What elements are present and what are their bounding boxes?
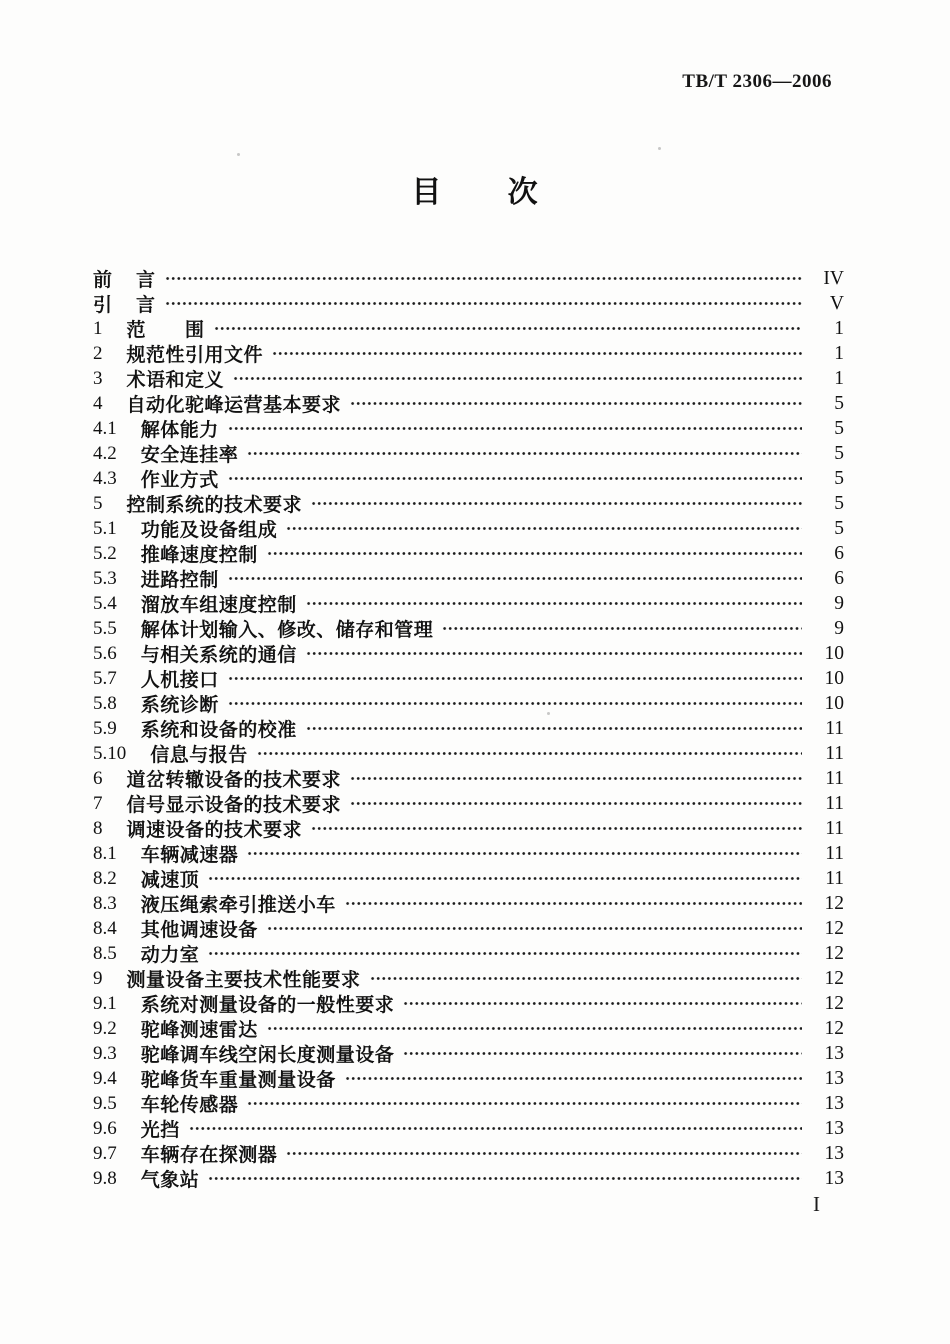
- dot-leader: [247, 841, 802, 866]
- toc-entry-page: 5: [834, 392, 844, 414]
- toc-entry-page: 1: [834, 317, 844, 339]
- toc-entry-number: 9.4: [93, 1067, 117, 1089]
- toc-entry-page: 11: [825, 717, 844, 739]
- toc-list: [93, 266, 844, 1191]
- toc-entry-number: 6: [93, 767, 103, 789]
- dot-leader: [306, 641, 802, 666]
- toc-entry-label: 范 围: [126, 320, 205, 341]
- toc-entry-label: 言: [136, 295, 156, 316]
- toc-entry: [93, 716, 844, 741]
- toc-entry-label: 减速顶: [140, 870, 200, 891]
- toc-entry-number: 8.2: [93, 867, 117, 889]
- toc-entry: [93, 1016, 844, 1041]
- toc-entry-number: 4: [93, 392, 103, 414]
- toc-entry-number: 8.4: [93, 917, 117, 939]
- toc-entry-number: 5.2: [93, 542, 117, 564]
- dot-leader: [247, 441, 802, 466]
- toc-entry: [93, 1066, 844, 1091]
- toc-entry-label: 系统诊断: [140, 695, 219, 716]
- toc-entry-page: 10: [824, 692, 844, 714]
- toc-entry-page: 5: [834, 417, 844, 439]
- toc-entry: [93, 541, 844, 566]
- toc-entry-number: 9.2: [93, 1017, 117, 1039]
- toc-entry: [93, 341, 844, 366]
- toc-entry: [93, 916, 844, 941]
- toc-entry-page: 12: [824, 917, 844, 939]
- toc-entry-label: 信号显示设备的技术要求: [126, 795, 342, 816]
- toc-entry: [93, 791, 844, 816]
- dot-leader: [442, 616, 802, 641]
- doc-number: TB/T 2306—2006: [682, 71, 832, 92]
- toc-entry-label: 言: [136, 270, 156, 291]
- dot-leader: [370, 966, 802, 991]
- toc-entry-page: 13: [824, 1167, 844, 1189]
- dot-leader: [286, 516, 802, 541]
- toc-entry-number: 3: [93, 367, 103, 389]
- dot-leader: [165, 291, 802, 316]
- scan-speckle: [237, 153, 240, 156]
- toc-entry-page: 6: [834, 542, 844, 564]
- toc-entry-page: 12: [824, 1017, 844, 1039]
- toc-entry: [93, 491, 844, 516]
- dot-leader: [228, 416, 802, 441]
- toc-entry-page: 11: [825, 742, 844, 764]
- toc-entry: [93, 441, 844, 466]
- toc-entry-page: 12: [824, 942, 844, 964]
- toc-entry-label: 驼峰货车重量测量设备: [140, 1070, 336, 1091]
- dot-leader: [267, 916, 802, 941]
- toc-entry-page: 13: [824, 1067, 844, 1089]
- toc-entry: [93, 566, 844, 591]
- toc-entry-number: 4.2: [93, 442, 117, 464]
- toc-entry-label: 液压绳索牵引推送小车: [140, 895, 336, 916]
- dot-leader: [208, 1166, 802, 1191]
- toc-entry: [93, 466, 844, 491]
- toc-entry-number: 5.5: [93, 617, 117, 639]
- toc-entry: [93, 1141, 844, 1166]
- dot-leader: [267, 1016, 802, 1041]
- toc-entry-label: 测量设备主要技术性能要求: [126, 970, 361, 991]
- dot-leader: [306, 591, 802, 616]
- toc-entry: [93, 616, 844, 641]
- toc-entry: [93, 291, 844, 316]
- toc-entry: [93, 391, 844, 416]
- dot-leader: [350, 791, 802, 816]
- dot-leader: [228, 666, 802, 691]
- toc-entry: [93, 891, 844, 916]
- toc-entry-number: 4.3: [93, 467, 117, 489]
- toc-entry-label: 与相关系统的通信: [140, 645, 297, 666]
- toc-entry-label: 光挡: [140, 1120, 180, 1141]
- dot-leader: [228, 466, 802, 491]
- toc-entry: [93, 316, 844, 341]
- toc-entry-label: 其他调速设备: [140, 920, 258, 941]
- toc-entry-page: 1: [834, 367, 844, 389]
- toc-entry-label: 控制系统的技术要求: [126, 495, 303, 516]
- toc-entry-number: 5: [93, 492, 103, 514]
- dot-leader: [345, 1066, 802, 1091]
- toc-entry: [93, 766, 844, 791]
- toc-entry-label: 解体能力: [140, 420, 219, 441]
- toc-entry-number: 9.7: [93, 1142, 117, 1164]
- dot-leader: [345, 891, 802, 916]
- toc-entry: [93, 641, 844, 666]
- page-title: 目 次: [411, 176, 539, 209]
- toc-entry-page: 11: [825, 867, 844, 889]
- toc-entry-page: 11: [825, 792, 844, 814]
- toc-entry-page: 12: [824, 967, 844, 989]
- dot-leader: [311, 816, 802, 841]
- toc-entry-page: 13: [824, 1042, 844, 1064]
- scan-speckle: [547, 712, 550, 715]
- dot-leader: [208, 941, 802, 966]
- toc-entry-number: 8.1: [93, 842, 117, 864]
- toc-entry-page: 9: [834, 592, 844, 614]
- toc-entry-page: 13: [824, 1117, 844, 1139]
- toc-entry-label: 动力室: [140, 945, 200, 966]
- toc-entry: [93, 666, 844, 691]
- toc-entry-page: 13: [824, 1142, 844, 1164]
- toc-entry-page: 11: [825, 842, 844, 864]
- toc-entry: [93, 841, 844, 866]
- toc-entry-page: 5: [834, 442, 844, 464]
- toc-entry-page: 6: [834, 567, 844, 589]
- toc-entry-page: IV: [823, 267, 844, 289]
- toc-entry: [93, 741, 844, 766]
- toc-entry: [93, 416, 844, 441]
- dot-leader: [272, 341, 802, 366]
- toc-entry-page: 5: [834, 467, 844, 489]
- dot-leader: [403, 1041, 802, 1066]
- toc-entry-label: 系统对测量设备的一般性要求: [140, 995, 395, 1016]
- toc-entry: [93, 366, 844, 391]
- dot-leader: [165, 266, 802, 291]
- toc-entry: [93, 816, 844, 841]
- toc-entry-label: 车辆存在探测器: [140, 1145, 278, 1166]
- toc-entry-page: 13: [824, 1092, 844, 1114]
- toc-entry: [93, 941, 844, 966]
- toc-entry: [93, 966, 844, 991]
- dot-leader: [286, 1141, 802, 1166]
- toc-entry-number: 9.8: [93, 1167, 117, 1189]
- toc-entry-page: 10: [824, 642, 844, 664]
- toc-entry-label: 规范性引用文件: [126, 345, 264, 366]
- dot-leader: [257, 741, 802, 766]
- toc-entry-page: 5: [834, 517, 844, 539]
- toc-entry-number: 5.1: [93, 517, 117, 539]
- toc-entry-page: 11: [825, 767, 844, 789]
- toc-entry-number: 前: [93, 270, 113, 291]
- toc-entry-label: 功能及设备组成: [140, 520, 278, 541]
- toc-entry: [93, 591, 844, 616]
- toc-entry-page: 5: [834, 492, 844, 514]
- toc-entry: [93, 516, 844, 541]
- toc-entry: [93, 1041, 844, 1066]
- toc-entry-number: 7: [93, 792, 103, 814]
- dot-leader: [350, 391, 802, 416]
- dot-leader: [228, 566, 802, 591]
- toc-entry-number: 9.3: [93, 1042, 117, 1064]
- toc-entry: [93, 1116, 844, 1141]
- toc-entry: [93, 691, 844, 716]
- dot-leader: [214, 316, 802, 341]
- toc-entry: [93, 1091, 844, 1116]
- toc-entry-number: 9.1: [93, 992, 117, 1014]
- dot-leader: [306, 716, 802, 741]
- toc-entry-label: 溜放车组速度控制: [140, 595, 297, 616]
- toc-entry-number: 9: [93, 967, 103, 989]
- toc-entry-page: 12: [824, 992, 844, 1014]
- toc-entry-number: 2: [93, 342, 103, 364]
- dot-leader: [228, 691, 802, 716]
- dot-leader: [208, 866, 802, 891]
- toc-entry-number: 1: [93, 317, 103, 339]
- toc-entry-label: 车辆减速器: [140, 845, 239, 866]
- dot-leader: [233, 366, 802, 391]
- toc-entry: [93, 991, 844, 1016]
- toc-entry: [93, 866, 844, 891]
- toc-entry-label: 车轮传感器: [140, 1095, 239, 1116]
- toc-entry: [93, 1166, 844, 1191]
- toc-entry-number: 8.3: [93, 892, 117, 914]
- toc-entry-number: 5.10: [93, 742, 127, 764]
- toc-entry-label: 解体计划输入、修改、储存和管理: [140, 620, 434, 641]
- toc-entry-label: 系统和设备的校准: [140, 720, 297, 741]
- toc-entry-number: 4.1: [93, 417, 117, 439]
- toc-entry-label: 安全连挂率: [140, 445, 239, 466]
- toc-entry-page: 9: [834, 617, 844, 639]
- toc-entry-number: 9.5: [93, 1092, 117, 1114]
- toc-entry-number: 5.9: [93, 717, 117, 739]
- toc-entry-number: 9.6: [93, 1117, 117, 1139]
- toc-entry-label: 信息与报告: [150, 745, 248, 766]
- toc-entry-label: 术语和定义: [126, 370, 225, 391]
- toc-entry-page: V: [829, 292, 844, 314]
- toc-entry-page: 10: [824, 667, 844, 689]
- toc-entry-label: 驼峰测速雷达: [140, 1020, 258, 1041]
- toc-entry-label: 道岔转辙设备的技术要求: [126, 770, 342, 791]
- toc-entry-label: 驼峰调车线空闲长度测量设备: [140, 1045, 395, 1066]
- toc-entry-number: 5.3: [93, 567, 117, 589]
- toc-entry-page: 11: [825, 817, 844, 839]
- toc-entry-label: 推峰速度控制: [140, 545, 258, 566]
- toc-entry-number: 8.5: [93, 942, 117, 964]
- scan-speckle: [658, 147, 661, 150]
- toc-entry-number: 8: [93, 817, 103, 839]
- dot-leader: [350, 766, 802, 791]
- toc-entry-number: 5.7: [93, 667, 117, 689]
- toc-entry-label: 自动化驼峰运营基本要求: [126, 395, 342, 416]
- toc-entry-number: 5.6: [93, 642, 117, 664]
- toc-entry: [93, 266, 844, 291]
- toc-entry-number: 5.8: [93, 692, 117, 714]
- toc-entry-label: 作业方式: [140, 470, 219, 491]
- toc-entry-label: 调速设备的技术要求: [126, 820, 303, 841]
- toc-entry-page: 12: [824, 892, 844, 914]
- dot-leader: [267, 541, 802, 566]
- folio-page-number: I: [813, 1192, 820, 1216]
- toc-entry-label: 气象站: [140, 1170, 200, 1191]
- toc-entry-label: 进路控制: [140, 570, 219, 591]
- dot-leader: [403, 991, 802, 1016]
- dot-leader: [311, 491, 802, 516]
- dot-leader: [189, 1116, 802, 1141]
- toc-entry-number: 引: [93, 295, 113, 316]
- toc-entry-number: 5.4: [93, 592, 117, 614]
- dot-leader: [247, 1091, 802, 1116]
- toc-entry-page: 1: [834, 342, 844, 364]
- toc-entry-label: 人机接口: [140, 670, 219, 691]
